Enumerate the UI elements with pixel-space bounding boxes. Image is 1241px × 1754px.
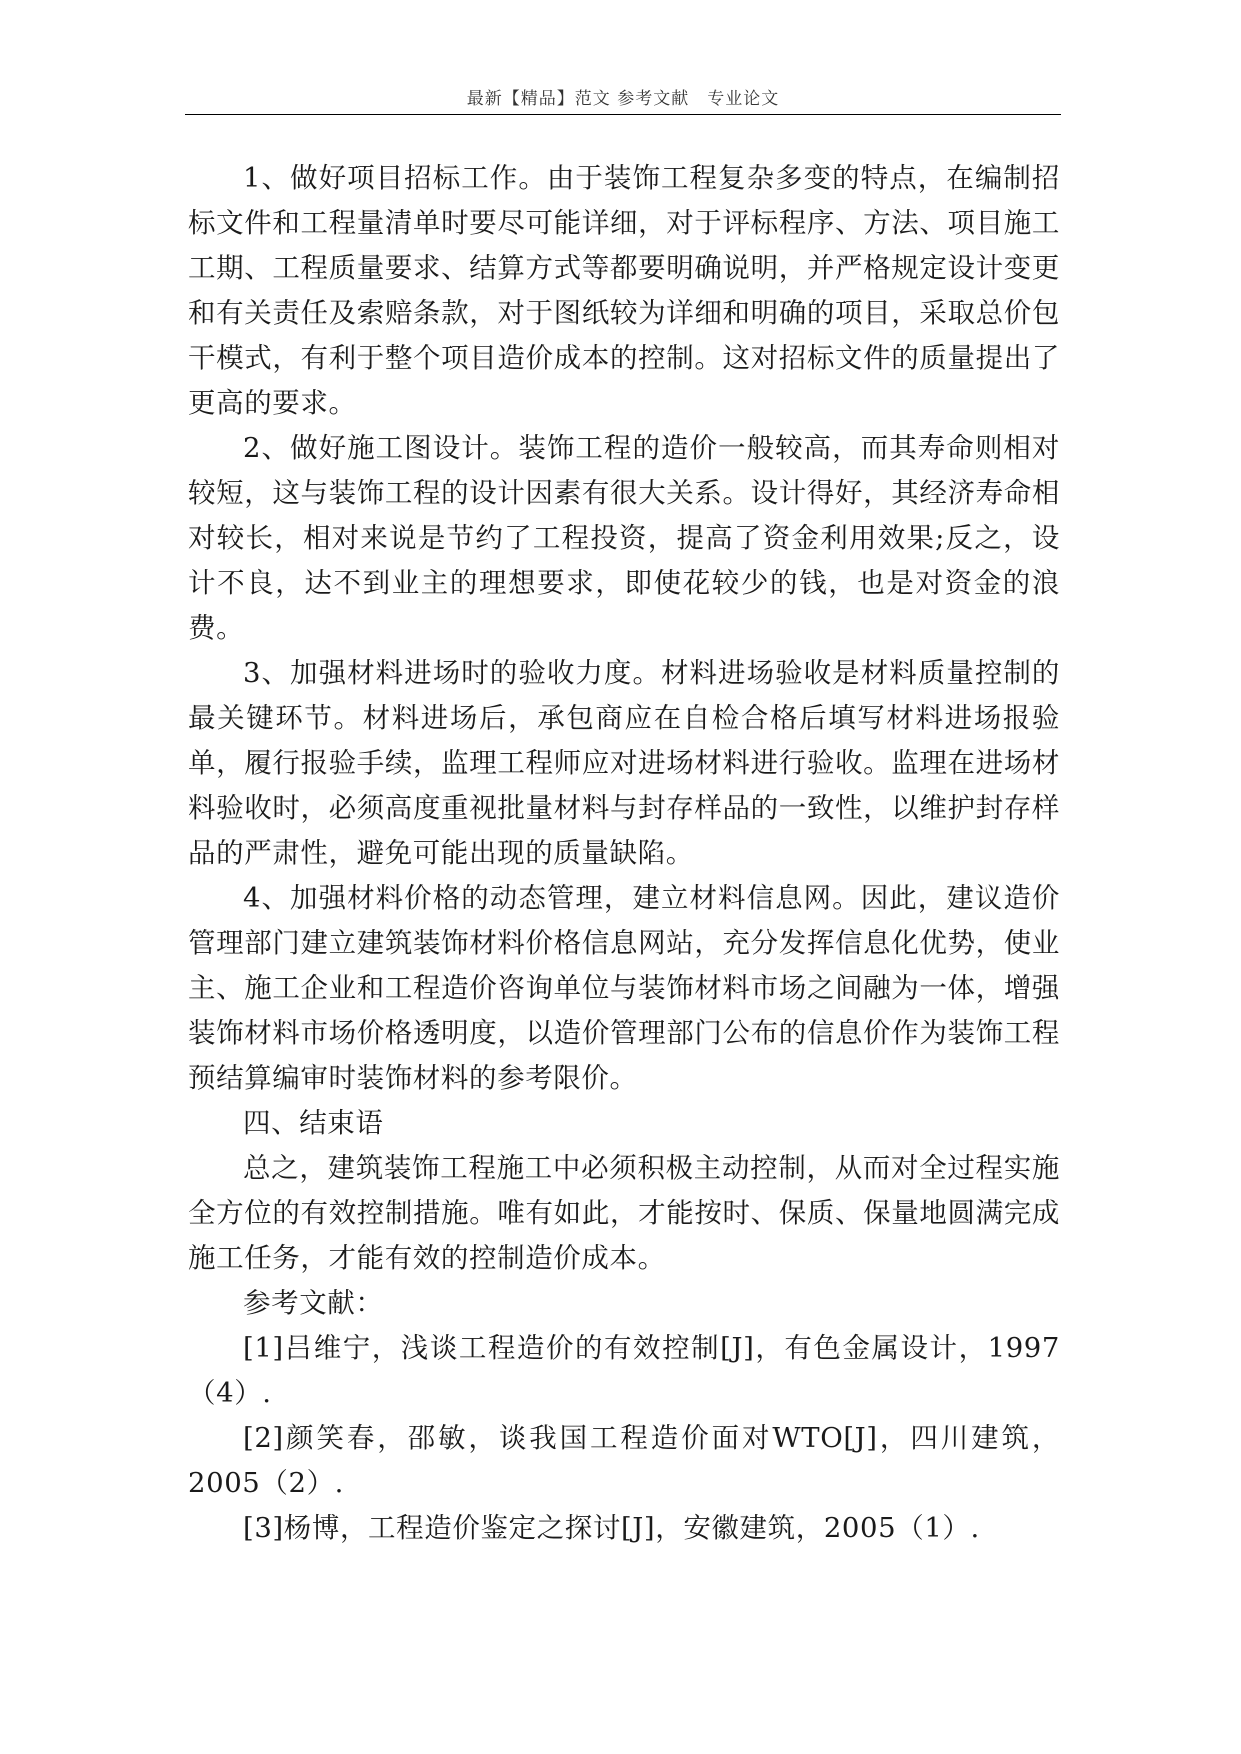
reference-item: [2]颜笑春，邵敏，谈我国工程造价面对WTO[J]，四川建筑，2005（2）. (188, 1422, 1060, 1499)
header-divider (185, 114, 1061, 115)
paragraph-material-inspection: 3、加强材料进场时的验收力度。材料进场验收是材料质量控制的最关键环节。材料进场后，承包商应在自检合格后填写材料进场报验单，履行报验手续，监理工程师应对进场材料进行验收。监理在进场材料验收时，必须高度重视批量材料与封存样品的一致性，以维护封存样品的严肃性，避免可能出现的质量缺陷。 (188, 657, 1060, 869)
document-body (188, 156, 1060, 1551)
reference-item: [3]杨博，工程造价鉴定之探讨[J]，安徽建筑，2005（1）. (243, 1512, 980, 1544)
reference-item: [1]吕维宁，浅谈工程造价的有效控制[J]，有色金属设计，1997（4）. (188, 1332, 1060, 1409)
page-header: 最新【精品】范文 参考文献 专业论文 (466, 89, 780, 109)
paragraph-conclusion: 总之，建筑装饰工程施工中必须积极主动控制，从而对全过程实施全方位的有效控制措施。唯有如此，才能按时、保质、保量地圆满完成施工任务，才能有效的控制造价成本。 (188, 1152, 1060, 1274)
paragraph-material-price: 4、加强材料价格的动态管理，建立材料信息网。因此，建议造价管理部门建立建筑装饰材料价格信息网站，充分发挥信息化优势，使业主、施工企业和工程造价咨询单位与装饰材料市场之间融为一体，增强装饰材料市场价格透明度，以造价管理部门公布的信息价作为装饰工程预结算编审时装饰材料的参考限价。 (188, 882, 1060, 1094)
paragraph-bidding: 1、做好项目招标工作。由于装饰工程复杂多变的特点，在编制招标文件和工程量清单时要尽可能详细，对于评标程序、方法、项目施工工期、工程质量要求、结算方式等都要明确说明，并严格规定设计变更和有关责任及索赔条款，对于图纸较为详细和明确的项目，采取总价包干模式，有利于整个项目造价成本的控制。这对招标文件的质量提出了更高的要求。 (188, 162, 1060, 419)
section-heading-conclusion: 四、结束语 (243, 1107, 384, 1139)
paragraph-design: 2、做好施工图设计。装饰工程的造价一般较高，而其寿命则相对较短，这与装饰工程的设计因素有很大关系。设计得好，其经济寿命相对较长，相对来说是节约了工程投资，提高了资金利用效果;反之，设计不良，达不到业主的理想要求，即使花较少的钱，也是对资金的浪费。 (188, 432, 1060, 644)
references-heading: 参考文献： (243, 1287, 384, 1319)
